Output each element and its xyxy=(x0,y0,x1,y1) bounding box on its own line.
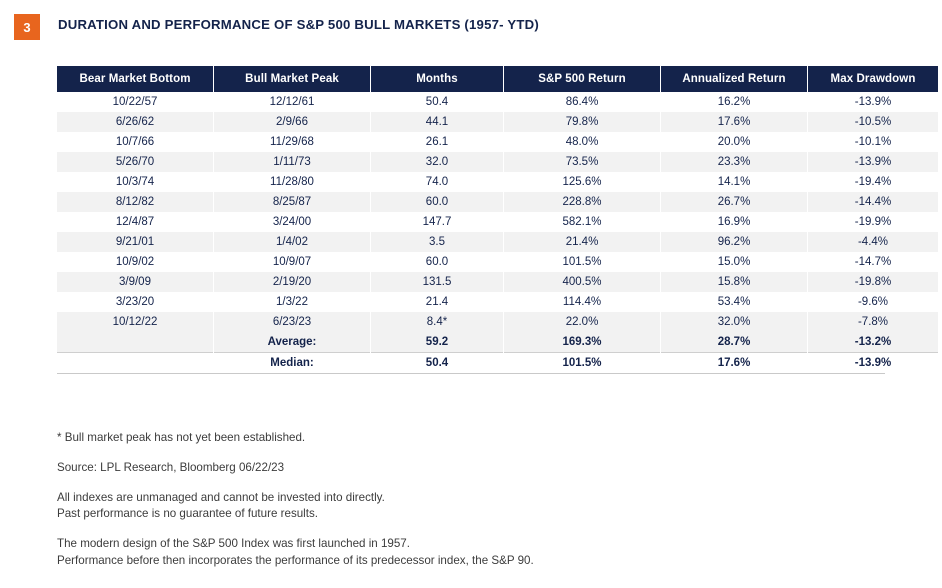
table-row xyxy=(57,172,938,192)
cell-months: 3.5 xyxy=(371,232,504,252)
cell-months: 26.1 xyxy=(371,132,504,152)
cell-max-drawdown: -19.8% xyxy=(808,272,939,292)
footnote-line: * Bull market peak has not yet been established. xyxy=(57,431,306,444)
cell-bull-market-peak: 1/11/73 xyxy=(214,152,371,172)
cell-sp500-return: 114.4% xyxy=(504,292,661,312)
table-body xyxy=(57,92,938,373)
cell-annualized-return: 17.6% xyxy=(661,112,808,132)
table-bottom-divider xyxy=(57,373,885,374)
cell-max-drawdown: -13.9% xyxy=(808,92,939,112)
cell-bull-market-peak: 3/24/00 xyxy=(214,212,371,232)
table-row xyxy=(57,212,938,232)
cell-max-drawdown: -14.7% xyxy=(808,252,939,272)
exhibit-number-badge: 3 xyxy=(14,14,40,40)
table-row xyxy=(57,252,938,272)
cell-sp500-return: 228.8% xyxy=(504,192,661,212)
cell-annualized-return: 17.6% xyxy=(661,353,808,374)
cell-annualized-return: 14.1% xyxy=(661,172,808,192)
cell-bear-market-bottom: 10/3/74 xyxy=(57,172,214,192)
cell-annualized-return: 15.0% xyxy=(661,252,808,272)
footnote-line: Past performance is no guarantee of future results. xyxy=(57,507,319,521)
cell-months: 59.2 xyxy=(371,332,504,353)
cell-sp500-return: 86.4% xyxy=(504,92,661,112)
cell-sp500-return: 79.8% xyxy=(504,112,661,132)
column-header-months: Months xyxy=(371,66,504,92)
footnote-disclaimer xyxy=(57,490,942,524)
cell-annualized-return: 16.2% xyxy=(661,92,808,112)
table-header-row xyxy=(57,66,938,92)
cell-bull-market-peak: 8/25/87 xyxy=(214,192,371,212)
cell-sp500-return: 101.5% xyxy=(504,353,661,374)
cell-months: 147.7 xyxy=(371,212,504,232)
cell-months: 44.1 xyxy=(371,112,504,132)
cell-bear-market-bottom: 9/21/01 xyxy=(57,232,214,252)
cell-bear-market-bottom: 10/9/02 xyxy=(57,252,214,272)
table-row xyxy=(57,292,938,312)
footnotes xyxy=(57,430,942,570)
column-header-bear-market-bottom: Bear Market Bottom xyxy=(57,66,214,92)
table-row xyxy=(57,132,938,152)
cell-max-drawdown: -13.2% xyxy=(808,332,939,353)
cell-sp500-return: 73.5% xyxy=(504,152,661,172)
table-row xyxy=(57,192,938,212)
cell-sp500-return: 22.0% xyxy=(504,312,661,332)
cell-bull-market-peak: 2/19/20 xyxy=(214,272,371,292)
cell-bear-market-bottom: 10/12/22 xyxy=(57,312,214,332)
cell-annualized-return: 20.0% xyxy=(661,132,808,152)
cell-annualized-return: 16.9% xyxy=(661,212,808,232)
bull-markets-table xyxy=(57,66,938,373)
cell-max-drawdown: -7.8% xyxy=(808,312,939,332)
cell-summary-label: Median: xyxy=(214,353,371,374)
cell-sp500-return: 101.5% xyxy=(504,252,661,272)
cell-bull-market-peak: 6/23/23 xyxy=(214,312,371,332)
table-row xyxy=(57,272,938,292)
cell-months: 50.4 xyxy=(371,92,504,112)
cell-sp500-return: 48.0% xyxy=(504,132,661,152)
cell-bear-market-bottom: 3/9/09 xyxy=(57,272,214,292)
footnote-line: Performance before then incorporates the performance of its predecessor index, the S&P 90. xyxy=(57,553,534,567)
cell-months: 32.0 xyxy=(371,152,504,172)
cell-bear-market-bottom: 6/26/62 xyxy=(57,112,214,132)
cell-bear-market-bottom: 3/23/20 xyxy=(57,292,214,312)
cell-annualized-return: 32.0% xyxy=(661,312,808,332)
cell-annualized-return: 28.7% xyxy=(661,332,808,353)
cell-bull-market-peak: 10/9/07 xyxy=(214,252,371,272)
cell-sp500-return: 21.4% xyxy=(504,232,661,252)
cell-summary-label: Average: xyxy=(214,332,371,353)
cell-bear-market-bottom: 5/26/70 xyxy=(57,152,214,172)
footnote-asterisk xyxy=(57,430,942,447)
cell-months: 60.0 xyxy=(371,192,504,212)
column-header-annualized-return: Annualized Return xyxy=(661,66,808,92)
cell-annualized-return: 53.4% xyxy=(661,292,808,312)
cell-months: 8.4* xyxy=(371,312,504,332)
cell-max-drawdown: -19.9% xyxy=(808,212,939,232)
cell-max-drawdown: -10.1% xyxy=(808,132,939,152)
cell-bear-market-bottom: 8/12/82 xyxy=(57,192,214,212)
footnote-line: Source: LPL Research, Bloomberg 06/22/23 xyxy=(57,460,285,474)
cell-months: 21.4 xyxy=(371,292,504,312)
cell-bull-market-peak: 11/29/68 xyxy=(214,132,371,152)
table-row-average xyxy=(57,332,938,353)
cell-annualized-return: 15.8% xyxy=(661,272,808,292)
cell-max-drawdown: -9.6% xyxy=(808,292,939,312)
cell-max-drawdown: -10.5% xyxy=(808,112,939,132)
cell-blank xyxy=(57,353,214,374)
cell-sp500-return: 400.5% xyxy=(504,272,661,292)
cell-months: 131.5 xyxy=(371,272,504,292)
table-row xyxy=(57,92,938,112)
table-row xyxy=(57,312,938,332)
cell-months: 74.0 xyxy=(371,172,504,192)
page-header xyxy=(0,0,942,40)
table-row xyxy=(57,152,938,172)
cell-annualized-return: 96.2% xyxy=(661,232,808,252)
footnote-line: The modern design of the S&P 500 Index was first launched in 1957. xyxy=(57,537,410,550)
cell-max-drawdown: -19.4% xyxy=(808,172,939,192)
footnote-line: All indexes are unmanaged and cannot be invested into directly. xyxy=(57,490,385,504)
cell-sp500-return: 125.6% xyxy=(504,172,661,192)
cell-bull-market-peak: 1/4/02 xyxy=(214,232,371,252)
column-header-bull-market-peak: Bull Market Peak xyxy=(214,66,371,92)
cell-max-drawdown: -13.9% xyxy=(808,353,939,374)
cell-annualized-return: 23.3% xyxy=(661,152,808,172)
table-row xyxy=(57,232,938,252)
cell-bull-market-peak: 12/12/61 xyxy=(214,92,371,112)
column-header-max-drawdown: Max Drawdown xyxy=(808,66,939,92)
cell-bear-market-bottom: 12/4/87 xyxy=(57,212,214,232)
cell-months: 50.4 xyxy=(371,353,504,374)
table-header xyxy=(57,66,938,92)
cell-max-drawdown: -13.9% xyxy=(808,152,939,172)
cell-bull-market-peak: 11/28/80 xyxy=(214,172,371,192)
cell-annualized-return: 26.7% xyxy=(661,192,808,212)
cell-blank xyxy=(57,332,214,353)
cell-max-drawdown: -14.4% xyxy=(808,192,939,212)
cell-max-drawdown: -4.4% xyxy=(808,232,939,252)
cell-sp500-return: 582.1% xyxy=(504,212,661,232)
cell-months: 60.0 xyxy=(371,252,504,272)
bull-markets-table-container xyxy=(57,66,916,374)
cell-bear-market-bottom: 10/7/66 xyxy=(57,132,214,152)
table-row-median xyxy=(57,353,938,374)
table-row xyxy=(57,112,938,132)
cell-sp500-return: 169.3% xyxy=(504,332,661,353)
column-header-sp500-return: S&P 500 Return xyxy=(504,66,661,92)
cell-bull-market-peak: 2/9/66 xyxy=(214,112,371,132)
cell-bull-market-peak: 1/3/22 xyxy=(214,292,371,312)
footnote-index-history xyxy=(57,536,942,570)
cell-bear-market-bottom: 10/22/57 xyxy=(57,92,214,112)
page-title: DURATION AND PERFORMANCE OF S&P 500 BULL MARKETS (1957- YTD) xyxy=(58,17,539,32)
footnote-source xyxy=(57,460,942,477)
